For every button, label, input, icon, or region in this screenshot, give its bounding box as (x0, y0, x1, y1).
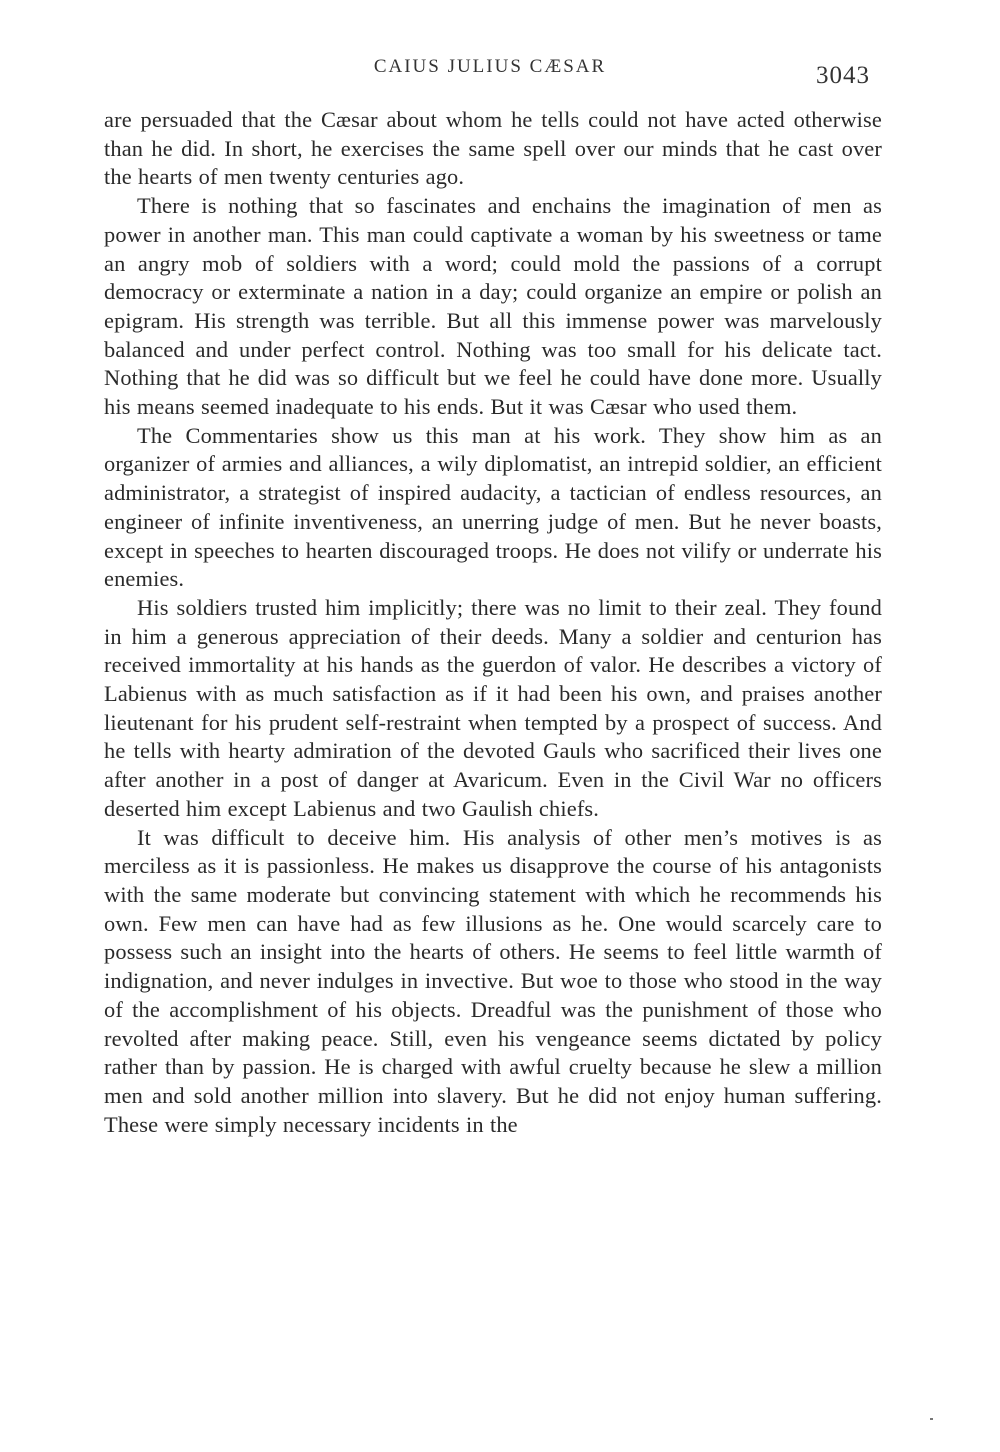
paragraph-continuation: are persuaded that the Cæsar about whom he tells could not have acted otherwise than he did. In short, he exercises the same spell over our minds that he cast over the hearts of men twenty centuries ago. (104, 107, 882, 190)
paragraph-deception: It was difficult to deceive him. His analysis of other men’s motives is as merciless as it is passionless. He makes us disapprove the course of his antagonists with the same moderate but convincing statement with which he recommends his own. Few men can have had as few illusions as he. One would scarcely care to possess such an insight into the hearts of others. He seems to feel little warmth of indignation, and never indulges in invective. But woe to those who stood in the way of the accomplishment of his objects. Dreadful was the punishment of those who revolted after making peace. Still, even his vengeance seems dictated by policy rather than by passion. He is charged with awful cruelty because he slew a million men and sold another million into slavery. But he did not enjoy human suffering. These were simply necessary incidents in the (104, 824, 882, 1137)
paragraph-power: There is nothing that so fascinates and enchains the imagination of men as power in another man. This man could captivate a woman by his sweetness or tame an angry mob of soldiers with a word; could mold the passions of a corrupt democracy or exterminate a nation in a day; could organize an empire or polish an epigram. His strength was terrible. But all this immense power was marvelously balanced and under perfect control. Nothing was too small for his delicate tact. Nothing that he did was so difficult but we feel he could have done more. Usually his means seemed inadequate to his ends. But it was Cæsar who used them. (104, 193, 882, 420)
running-title: CAIUS JULIUS CÆSAR (373, 56, 607, 77)
paragraph-soldiers: His soldiers trusted him implicitly; there was no limit to their zeal. They found in him a generous appreciation of their deeds. Many a soldier and centurion has received immortality at his hands as the guerdon of valor. He describes a victory of Labienus with as much satisfaction as if it had been his own, and praises another lieutenant for his prudent self-restraint when tempted by a prospect of success. And he tells with hearty admiration of the devoted Gauls who sacrificed their lives one after another in a post of danger at Avaricum. Even in the Civil War no officers deserted him except Labienus and two Gaulish chiefs. (104, 594, 882, 821)
page-number: 3043 (816, 62, 870, 89)
body-text (104, 106, 882, 1139)
paragraph-commentaries: The Commentaries show us this man at his work. They show him as an organizer of armies and alliances, a wily diplomatist, an intrepid soldier, an efficient administrator, a strategist of inspired audacity, a tactician of endless resources, an engineer of infinite inventiveness, an unerring judge of men. But he never boasts, except in speeches to hearten discouraged troops. He does not vilify or underrate his enemies. (104, 422, 882, 592)
print-speck (930, 1418, 933, 1420)
